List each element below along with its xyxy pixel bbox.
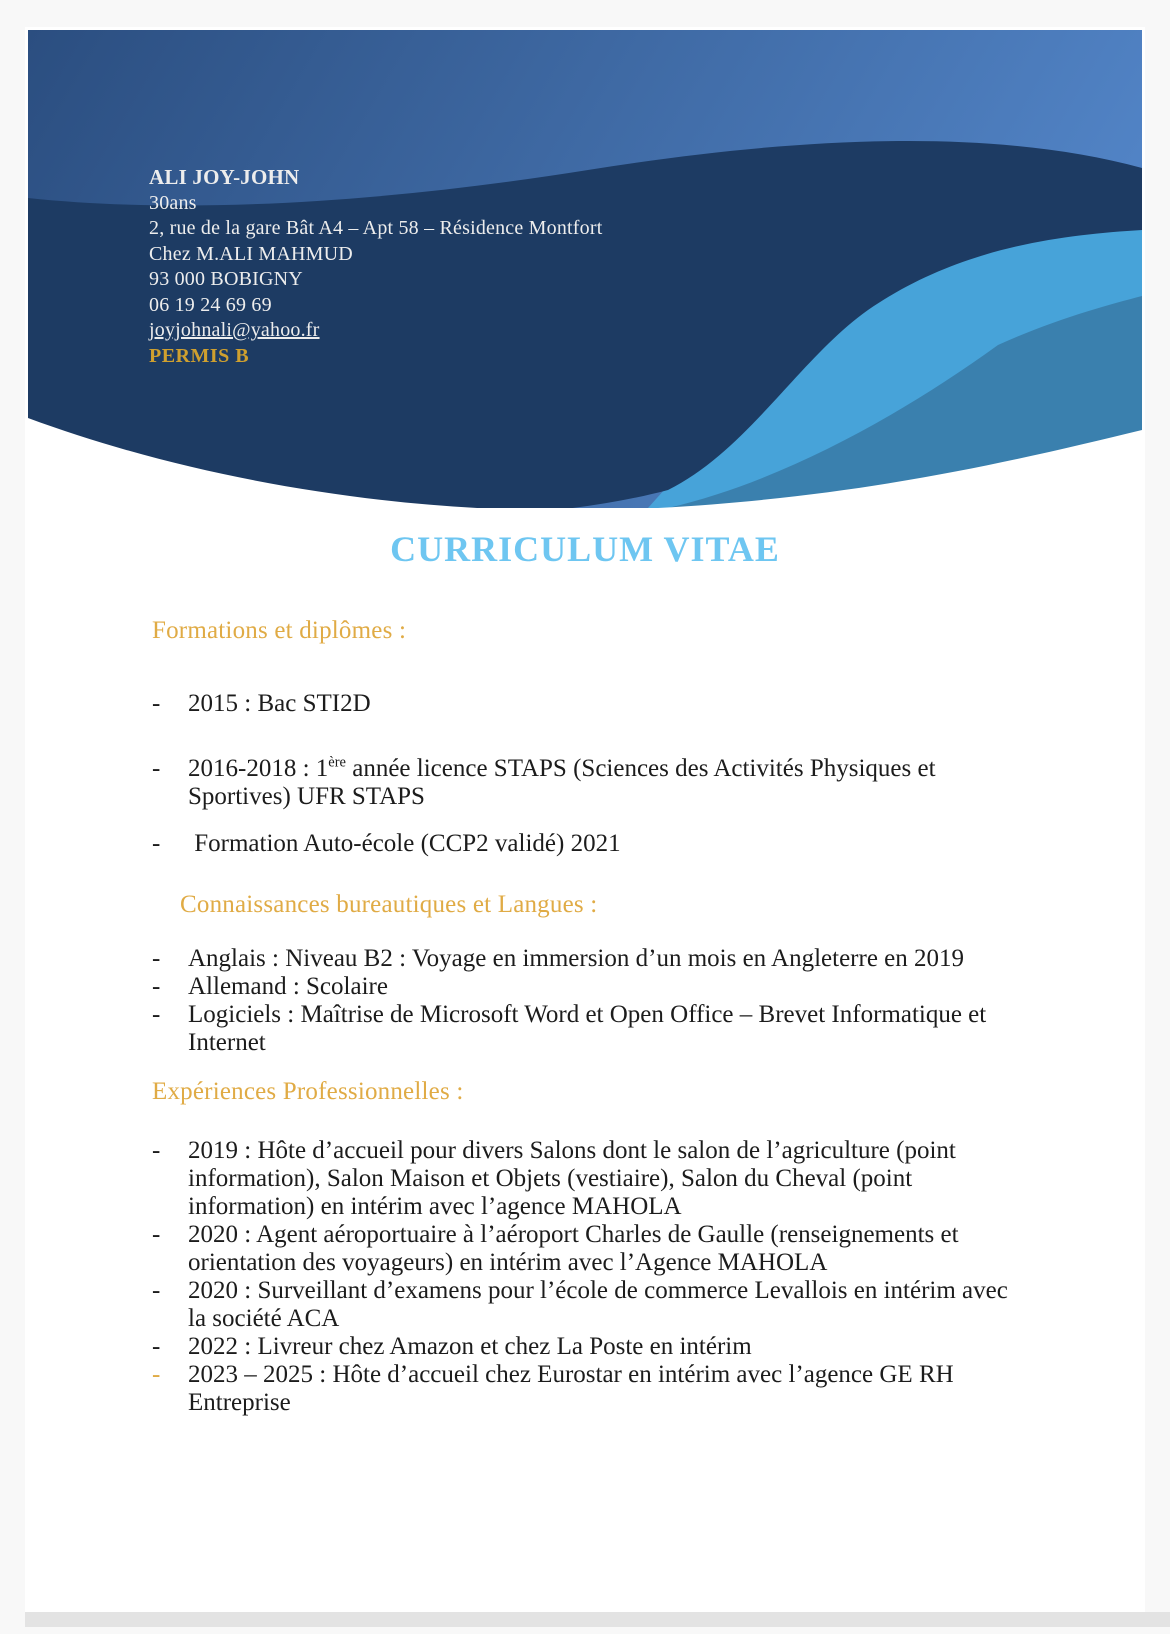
contact-address-line3: 93 000 BOBIGNY — [149, 268, 303, 290]
formation-item-text — [188, 755, 1022, 811]
bullet-dash: - — [152, 1137, 161, 1164]
contact-address-line2: Chez M.ALI MAHMUD — [149, 242, 353, 265]
contact-age: 30ans — [149, 191, 197, 214]
formation-item — [152, 755, 1022, 811]
contact-address-line1: 2, rue de la gare Bât A4 – Apt 58 – Résidence Montfort — [149, 217, 603, 239]
formation-item2-post: année licence STAPS (Sciences des Activités Physiques et Sportives) UFR STAPS — [188, 755, 942, 810]
experience-item-text: 2023 – 2025 : Hôte d’accueil chez Eurostar en intérim avec l’agence GE RH Entreprise — [188, 1361, 960, 1416]
bullet-dash: - — [152, 1001, 161, 1028]
bullet-dash: - — [152, 945, 161, 972]
cv-body — [25, 508, 1145, 1417]
experience-item-text: 2019 : Hôte d’accueil pour divers Salons dont le salon de l’agriculture (point information), Salon Maison et Objets (vestiaire), Salon du Cheval (point information) en intérim avec l’agence MAHOLA — [188, 1137, 963, 1220]
cv-title: CURRICULUM VITAE — [390, 529, 780, 569]
formation-item-text: Formation Auto-école (CCP2 validé) 2021 — [188, 830, 621, 857]
experience-item-text: 2022 : Livreur chez Amazon et chez La Poste en intérim — [188, 1333, 752, 1360]
bullet-dash: - — [152, 830, 161, 857]
driving-permit: PERMIS B — [149, 344, 250, 367]
cv-page — [25, 27, 1145, 1612]
bullet-dash: - — [152, 1277, 161, 1304]
bottom-separator-strip — [25, 1612, 1170, 1627]
ordinal-superscript: ère — [328, 754, 346, 771]
experience-item — [152, 1361, 1022, 1417]
bullet-dash: - — [152, 690, 161, 717]
bullet-dash: - — [152, 755, 161, 782]
formation-item — [152, 830, 1022, 858]
experience-item — [152, 1221, 1022, 1277]
connaissance-item-text: Allemand : Scolaire — [188, 973, 388, 1000]
experience-item — [152, 1277, 1022, 1333]
experience-item-text: 2020 : Surveillant d’examens pour l’école de commerce Levallois en intérim avec la société ACA — [188, 1277, 1015, 1332]
connaissance-item-text: Anglais : Niveau B2 : Voyage en immersion d’un mois en Angleterre en 2019 — [188, 945, 965, 972]
formation-item-text: 2015 : Bac STI2D — [188, 690, 371, 717]
experience-item — [152, 1333, 1022, 1361]
contact-block — [149, 165, 602, 369]
formation-item — [152, 690, 1022, 718]
email-link[interactable]: joyjohnali@yahoo.fr — [149, 319, 320, 341]
formation-item2-pre: 2016-2018 : 1 — [188, 755, 329, 782]
bullet-dash: - — [152, 1221, 161, 1248]
section-heading-connaissances: Connaissances bureautiques et Langues : — [180, 891, 598, 918]
section-heading-experiences: Expériences Professionnelles : — [152, 1078, 464, 1105]
contact-phone: 06 19 24 69 69 — [149, 293, 272, 316]
section-heading-formations: Formations et diplômes : — [152, 617, 407, 644]
bullet-dash: - — [152, 1333, 161, 1360]
experience-item-text: 2020 : Agent aéroportuaire à l’aéroport Charles de Gaulle (renseignements et orientation des voyageurs) en intérim avec l’Agence MAHOLA — [188, 1221, 965, 1276]
connaissance-item — [152, 945, 1022, 973]
connaissance-item — [152, 1001, 1022, 1057]
contact-name: ALI JOY-JOHN — [149, 165, 300, 189]
bullet-dash: - — [152, 1361, 161, 1388]
connaissance-item — [152, 973, 1022, 1001]
bullet-dash: - — [152, 973, 161, 1000]
experience-item — [152, 1137, 1022, 1221]
connaissance-item-text: Logiciels : Maîtrise de Microsoft Word et Open Office – Brevet Informatique et Internet — [188, 1001, 993, 1056]
